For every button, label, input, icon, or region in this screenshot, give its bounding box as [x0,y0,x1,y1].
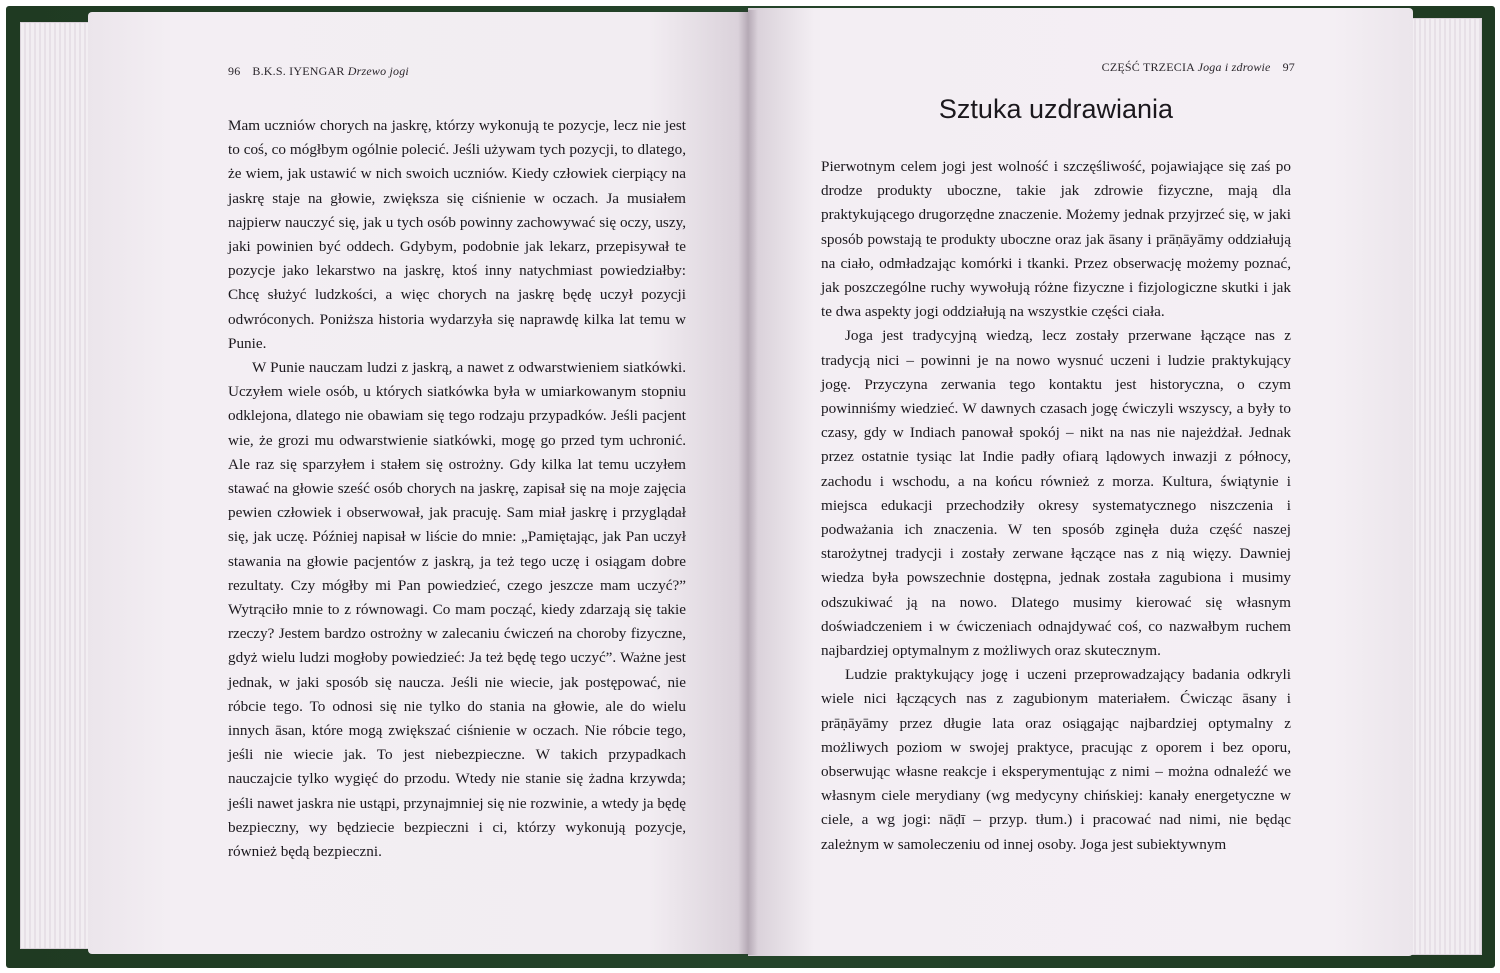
right-paragraph-3: Ludzie praktykujący jogę i uczeni przeprowadzający badania odkryli wiele nici łączących nas z zagubionym materiałem. Ćwicząc āsany i prāṇāyāmy przez długie lata oraz osiągając najbardziej optymalny z możliwych poziom w swojej praktyce, pracując z oporem i bez oporu, obserwując własne reakcje i eksperymentując z nimi – można odnaleźć we własnym ciele merydiany (wg medycyny chińskiej: kanały energetyczne w ciele, a wg jogi: nāḍī – przyp. tłum.) i pracować nad nimi, nie będąc zależnym w samoleczeniu od innej osoby. Joga jest subiektywnym [821,666,1291,853]
left-paragraph-1: Mam uczniów chorych na jaskrę, którzy wykonują te pozycje, lecz nie jest to coś, co mógłbym ogólnie polecić. Jeśli używam tych pozycji, to dlatego, że wiem, jak ustawić w nich swoich uczniów. Kiedy człowiek cierpiący na jaskrę staje na głowie, zwiększa się ciśnienie w oczach. Ja musiałem najpierw nauczyć się, jak u tych osób powinny zachowywać się oczy, uszy, jaki powinien być oddech. Gdybym, podobnie jak lekarz, przepisywał te pozycje jako lekarstwo na jaskrę, ktoś inny natychmiast powiedziałby: Chcę służyć ludzkości, a więc chorych na jaskrę będę uczył pozycji odwróconych. Poniższa historia wydarzyła się naprawdę kilka lat temu w Punie. [228,117,686,352]
section-heading: Sztuka uzdrawiania [938,94,1174,124]
running-book-title: Drzewo jogi [347,64,409,78]
right-page-number: 97 [1282,60,1295,74]
right-paragraph-1: Pierwotnym celem jogi jest wolność i szczęśliwość, pojawiające się zaś po drodze produkty uboczne, takie jak zdrowie fizyczne, mają dla praktykującego drugorzędne znaczenie. Możemy jednak przyjrzeć się, w jaki sposób powstają te produkty uboczne oraz jak āsany i prāṇāyāmy oddziałują na ciało, odmładzając komórki i tkanki. Przez obserwację możemy poznać, jak poszczególne ruchy wywołują różne fizyczne i fizjologiczne skutki i jak te dwa aspekty jogi oddziałują na wszystkie części ciała. [821,158,1291,321]
book-gutter [738,10,758,955]
left-running-header [228,64,409,79]
right-paragraph-2: Joga jest tradycyjną wiedzą, lecz zostały przerwane łączące nas z tradycją nici – powinni je na nowo wysnuć uczeni i ludzie praktykujący jogę. Przyczyna zerwania tego kontaktu jest historyczna, o czym powinniśmy wiedzieć. W dawnych czasach jogę ćwiczyli wszyscy, a były to czasy, gdy w Indiach panował spokój – nikt na nas nie najeżdżał. Jednak przez ostatnie tysiąc lat Indie padły ofiarą lądowych inwazji z północy, zachodu i wschodu, a na końcu również z morza. Kultura, świątynie i miejsca edukacji przechodziły okresy systematycznego niszczenia i podważania ich znaczenia. W ten sposób zginęła duża część naszej starożytnej tradycji i zostały zerwane łączące nas z nią więzy. Dawniej wiedza była powszechnie dostępna, jednak została zagubiona i musimy odszukiwać ją na nowo. Dlatego musimy kierować się własnym doświadczeniem i w ćwiczeniach odnajdywać coś, co nazwałbym ruchem najbardziej optymalnym z możliwych oraz skutecznym. [821,327,1291,660]
right-page-body [821,155,1291,857]
right-page [748,8,1413,956]
running-author: B.K.S. IYENGAR [252,64,345,78]
left-page-body [228,114,686,864]
left-page-number: 96 [228,64,241,78]
left-paragraph-2: W Punie nauczam ludzi z jaskrą, a nawet z odwarstwieniem siatkówki. Uczyłem wiele osób, u których siatkówka była w umiarkowanym stopniu odklejona, dlatego nie obawiam się tego rodzaju przypadków. Jeśli pacjent wie, że grozi mu odwarstwienie siatkówki, mogę go przed tym uchronić. Ale raz się sparzyłem i stałem się ostrożny. Gdy kilka lat temu uczyłem stawać na głowie sześć osób chorych na jaskrę, zapisał się na moje zajęcia pewien człowiek i obserwował, jak pracuję. Sam miał jaskrę i przyglądał się, jak uczę. Później napisał w liście do mnie: „Pamiętając, jak Pan uczył stawania na głowie pacjentów z jaskrą, ja też tego uczę i osiągam dobre rezultaty. Czy mógłby mi Pan powiedzieć, czego jeszcze mam uczyć?” Wytrąciło mnie to z równowagi. Co mam począć, kiedy zdarzają się takie rzeczy? Jestem bardzo ostrożny w zalecaniu ćwiczeń na choroby fizyczne, gdyż wielu ludzi mogłoby powiedzieć: Ja też będę tego uczyć”. Ważne jest jednak, w jaki sposób się naucza. Jeśli nie wiecie, jak postępować, nie róbcie tego. To odnosi się nie tylko do stania na głowie, ale do wielu innych āsan, które mogą zwiększać ciśnienie w oczach. Nie róbcie tego, jeśli nie wiecie jak. To jest niebezpieczne. W takich przypadkach nauczajcie tylko wygięć do przodu. Wtedy nie stanie się żadna krzywda; jeśli nawet jaskra nie ustąpi, przynajmniej się nie rozwinie, a wtedy ja będę bezpieczny, wy będziecie bezpieczni i ci, którzy wykonują pozycje, również będą bezpieczni. [228,359,686,861]
running-part-label: CZĘŚĆ TRZECIA [1101,60,1195,74]
running-part-title: Joga i zdrowie [1197,60,1271,74]
left-page [88,12,748,954]
right-running-header [1102,60,1295,75]
